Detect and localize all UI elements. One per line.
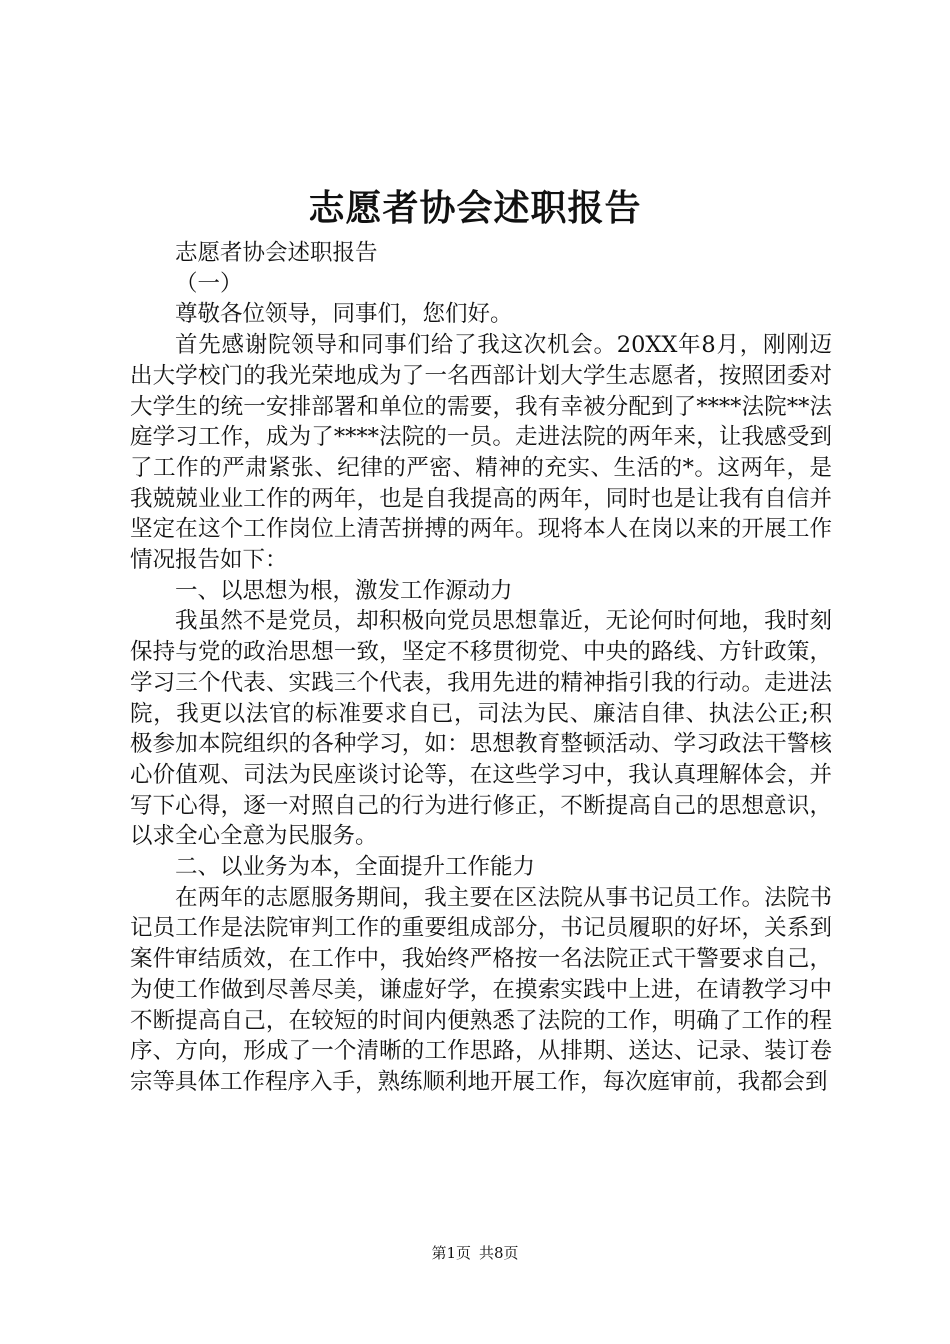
body-paragraph: 我虽然不是党员，却积极向党员思想靠近，无论何时何地，我时刻保持与党的政治思想一致，坚定不移贯彻党、中央的路线、方针政策，学习三个代表、实践三个代表，我用先进的精神指引我的行动。走进法院，我更以法官的标准要求自已，司法为民、廉洁自律、执法公正;积极参加本院组织的各种学习，如：思想教育整顿活动、学习政法干警核心价值观、司法为民座谈讨论等，在这些学习中，我认真理解体会，并写下心得，逐一对照自己的行为进行修正，不断提高自己的思想意识，以求全心全意为民服务。 — [130, 608, 832, 850]
document-body — [130, 238, 832, 1098]
document-title: 志愿者协会述职报告 — [308, 187, 642, 229]
body-paragraph: 在两年的志愿服务期间，我主要在区法院从事书记员工作。法院书记员工作是法院审判工作的重要组成部分，书记员履职的好坏，关系到案件审结质效，在工作中，我始终严格按一名法院正式干警要求自己，为使工作做到尽善尽美，谦虚好学，在摸索实践中上进，在请教学习中不断提高自己，在较短的时间内便熟悉了法院的工作，明确了工作的程序、方向，形成了一个清晰的工作思路，从排期、送达、记录、装订卷宗等具体工作程序入手，熟练顺利地开展工作，每次庭审前，我都会到 — [130, 884, 832, 1095]
page-number-total: 共8页 — [479, 1244, 519, 1262]
body-paragraph: 尊敬各位领导，同事们，您们好。 — [175, 301, 513, 328]
section-heading: 一、以思想为根，激发工作源动力 — [175, 577, 513, 604]
body-paragraph: （一） — [175, 270, 243, 297]
page-footer — [0, 1243, 950, 1263]
body-paragraph: 志愿者协会述职报告 — [175, 240, 378, 266]
body-paragraph: 首先感谢院领导和同事们给了我这次机会。20XX年8月，刚刚迈出大学校门的我光荣地成为了一名西部计划大学生志愿者，按照团委对大学生的统一安排部署和单位的需要，我有幸被分配到了****法院**法庭学习工作，成为了****法院的一员。走进法院的两年来，让我感受到了工作的严肃紧张、纪律的严密、精神的充实、生活的*。这两年，是我兢兢业业工作的两年，也是自我提高的两年，同时也是让我有自信并坚定在这个工作岗位上清苦拼搏的两年。现将本人在岗以来的开展工作情况报告如下： — [130, 332, 832, 574]
section-heading: 二、以业务为本，全面提升工作能力 — [175, 854, 536, 881]
page-number-current: 第1页 — [431, 1244, 471, 1262]
